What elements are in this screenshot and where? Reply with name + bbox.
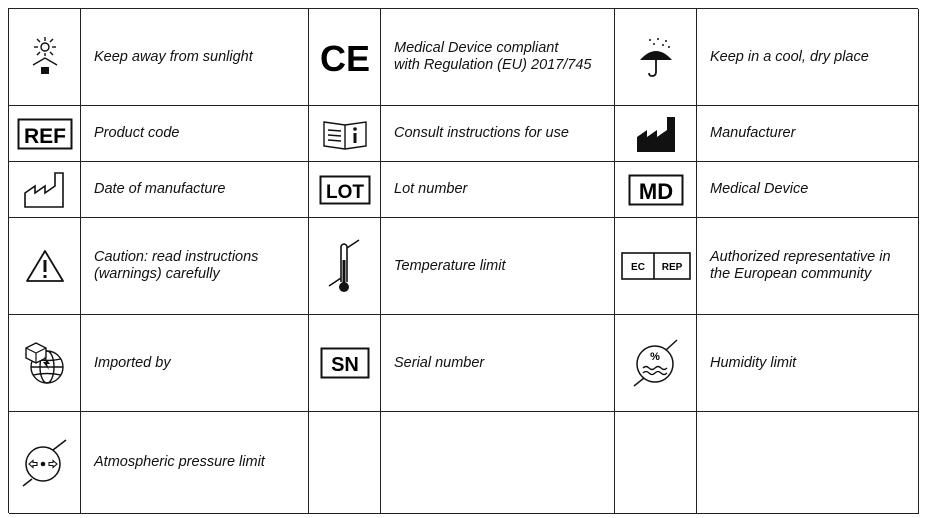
factory-outline-icon [23,171,67,209]
thermometer-icon [327,238,363,294]
ce-mark-icon-cell [309,9,381,106]
warning-triangle-icon [25,248,65,284]
symbol-label: Humidity limit [697,315,919,412]
warning-triangle-icon-cell [9,218,81,315]
ce-mark-icon [319,37,371,77]
ec-rep-icon-cell [615,218,697,315]
ec-text: EC [630,262,645,273]
symbol-label: Product code [81,106,309,162]
ref-text: REF [23,124,66,148]
pressure-icon [20,437,70,489]
factory-filled-icon [635,115,677,153]
symbol-label: Lot number [381,162,615,218]
empty-cell [309,412,381,514]
lot-text: LOT [325,181,364,203]
symbol-label: Temperature limit [381,218,615,315]
factory-filled-icon-cell [615,106,697,162]
importer-globe-icon-cell [9,315,81,412]
umbrella-icon-cell [615,9,697,106]
sn-icon-cell [309,315,381,412]
sn-text: SN [330,354,359,376]
rep-text: REP [661,262,682,273]
instructions-icon [322,118,368,150]
symbol-label: Manufacturer [697,106,919,162]
symbol-label: Keep in a cool, dry place [697,9,919,106]
sunlight-icon-cell [9,9,81,106]
lot-icon [319,175,371,205]
sunlight-icon [25,35,65,79]
symbol-label: Medical Device compliant with Regulation (EU) 2017/745 [381,9,615,106]
symbol-label: Keep away from sunlight [81,9,309,106]
humidity-icon-cell [615,315,697,412]
importer-globe-icon [22,340,68,386]
symbol-label: Atmospheric pressure limit [81,412,309,514]
empty-cell [697,412,919,514]
md-text: MD [638,178,673,204]
symbol-label: Medical Device [697,162,919,218]
md-icon-cell [615,162,697,218]
symbol-label: Authorized representative in the European community [697,218,919,315]
ce-mark-text: CE [319,38,370,77]
ref-icon-cell [9,106,81,162]
sn-icon [320,347,370,379]
symbol-label: Date of manufacture [81,162,309,218]
ref-icon [17,118,73,150]
ec-rep-icon [621,252,691,280]
empty-cell [381,412,615,514]
empty-cell [615,412,697,514]
symbol-label: Consult instructions for use [381,106,615,162]
pressure-icon-cell [9,412,81,514]
thermometer-icon-cell [309,218,381,315]
instructions-icon-cell [309,106,381,162]
percent-text: % [649,351,660,363]
symbol-legend-table [8,8,918,513]
umbrella-icon [636,36,676,78]
symbol-label: Caution: read instructions (warnings) carefully [81,218,309,315]
md-icon [628,174,684,206]
lot-icon-cell [309,162,381,218]
symbol-label: Serial number [381,315,615,412]
symbol-label: Imported by [81,315,309,412]
factory-outline-icon-cell [9,162,81,218]
humidity-icon [631,337,681,389]
